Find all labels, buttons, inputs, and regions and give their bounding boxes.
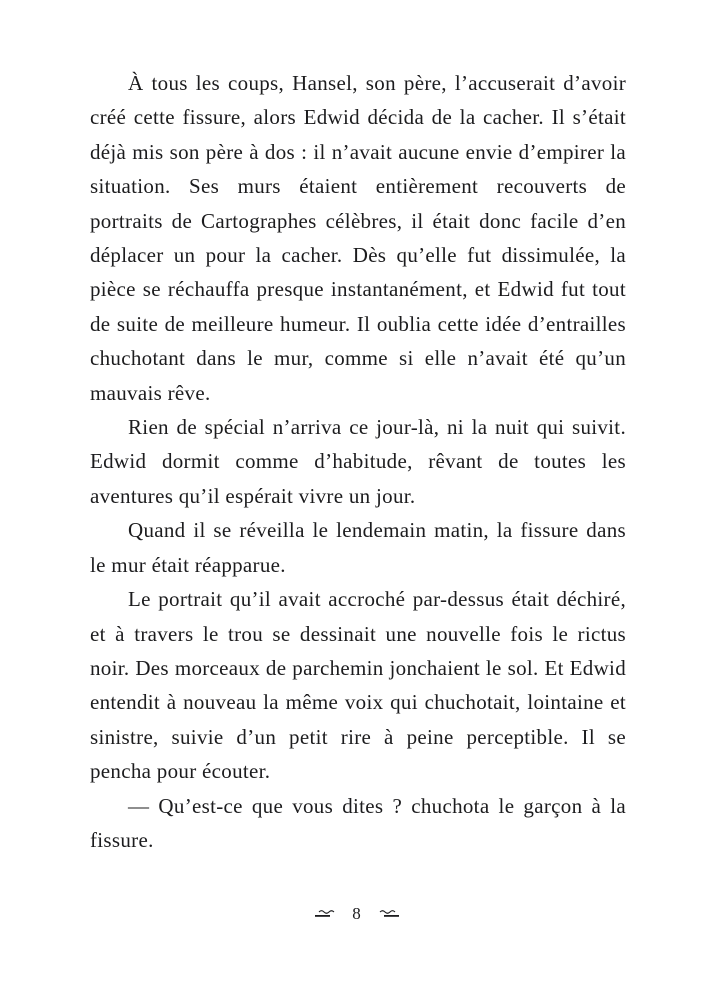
paragraph: Le portrait qu’il avait accroché par-dessus était déchiré, et à travers le trou se dessinait une nouvelle fois le rictus noir. Des morceaux de parchemin jonchaient le sol. Et Edwid entendit à nouveau la même voix qui chuchotait, lointaine et sinistre, suivie d’un petit rire à peine perceptible. Il se pencha pour écouter. <box>90 587 626 784</box>
paragraph: À tous les coups, Hansel, son père, l’accuserait d’avoir créé cette fissure, alors Edwid décida de la cacher. Il s’était déjà mis son père à dos : il n’avait aucune envie d’empirer la situation. Ses murs étaient entièrement recouverts de portraits de Cartographes célèbres, il était donc facile d’en déplacer un pour la cacher. Dès qu’elle fut dissimulée, la pièce se réchauffa presque instantanément, et Edwid fut tout de suite de meilleure humeur. Il oublia cette idée d’entrailles chuchotant dans le mur, comme si elle n’avait été qu’un mauvais rêve. <box>90 71 626 405</box>
text-block <box>90 66 626 857</box>
page-number: 8 <box>352 904 362 923</box>
ornament-left-icon <box>315 909 339 919</box>
paragraph: — Qu’est-ce que vous dites ? chuchota le garçon à la fissure. <box>90 793 626 852</box>
paragraph: Rien de spécial n’arriva ce jour-là, ni la nuit qui suivit. Edwid dormit comme d’habitude, rêvant de toutes les aventures qu’il espérait vivre un jour. <box>90 415 626 508</box>
ornament-right-icon <box>375 909 399 919</box>
page-footer <box>0 905 714 922</box>
paragraph: Quand il se réveilla le lendemain matin, la fissure dans le mur était réapparue. <box>90 518 626 577</box>
